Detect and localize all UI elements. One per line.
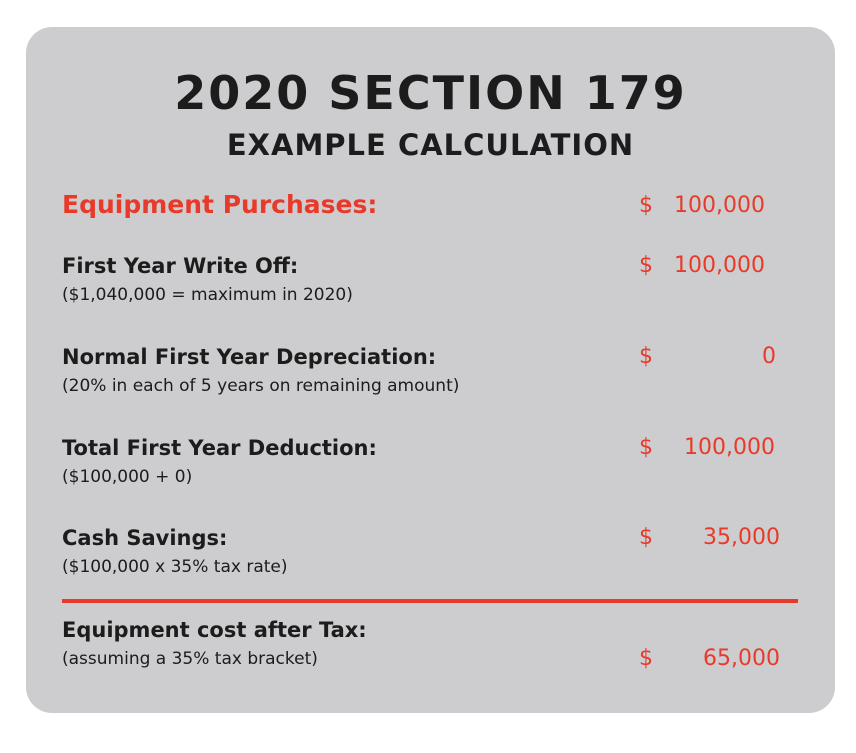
- row-label: First Year Write Off:: [62, 254, 299, 278]
- row-note: (20% in each of 5 years on remaining amount): [62, 376, 460, 396]
- row-note: ($1,040,000 = maximum in 2020): [62, 285, 353, 305]
- row-amount: 100,000: [674, 253, 765, 278]
- calculation-card: [26, 27, 835, 713]
- page-subtitle: EXAMPLE CALCULATION: [226, 128, 635, 162]
- currency-symbol: $: [639, 646, 653, 671]
- row-label: Cash Savings:: [62, 526, 228, 550]
- row-amount: 0: [762, 344, 776, 369]
- row-label: Equipment Purchases:: [62, 190, 378, 219]
- page-title: 2020 SECTION 179: [174, 66, 687, 120]
- row-label: Normal First Year Depreciation:: [62, 345, 437, 369]
- row-note: (assuming a 35% tax bracket): [62, 649, 318, 669]
- currency-symbol: $: [639, 525, 653, 550]
- currency-symbol: $: [639, 253, 653, 278]
- row-note: ($100,000 + 0): [62, 467, 193, 487]
- row-label: Equipment cost after Tax:: [62, 618, 367, 642]
- row-amount: 100,000: [684, 435, 775, 460]
- row-amount: 100,000: [674, 193, 765, 218]
- row-label: Total First Year Deduction:: [62, 436, 377, 460]
- currency-symbol: $: [639, 193, 653, 218]
- row-note: ($100,000 x 35% tax rate): [62, 557, 288, 577]
- currency-symbol: $: [639, 435, 653, 460]
- total-divider: [62, 599, 798, 603]
- row-amount: 65,000: [703, 646, 780, 671]
- row-amount: 35,000: [703, 525, 780, 550]
- currency-symbol: $: [639, 344, 653, 369]
